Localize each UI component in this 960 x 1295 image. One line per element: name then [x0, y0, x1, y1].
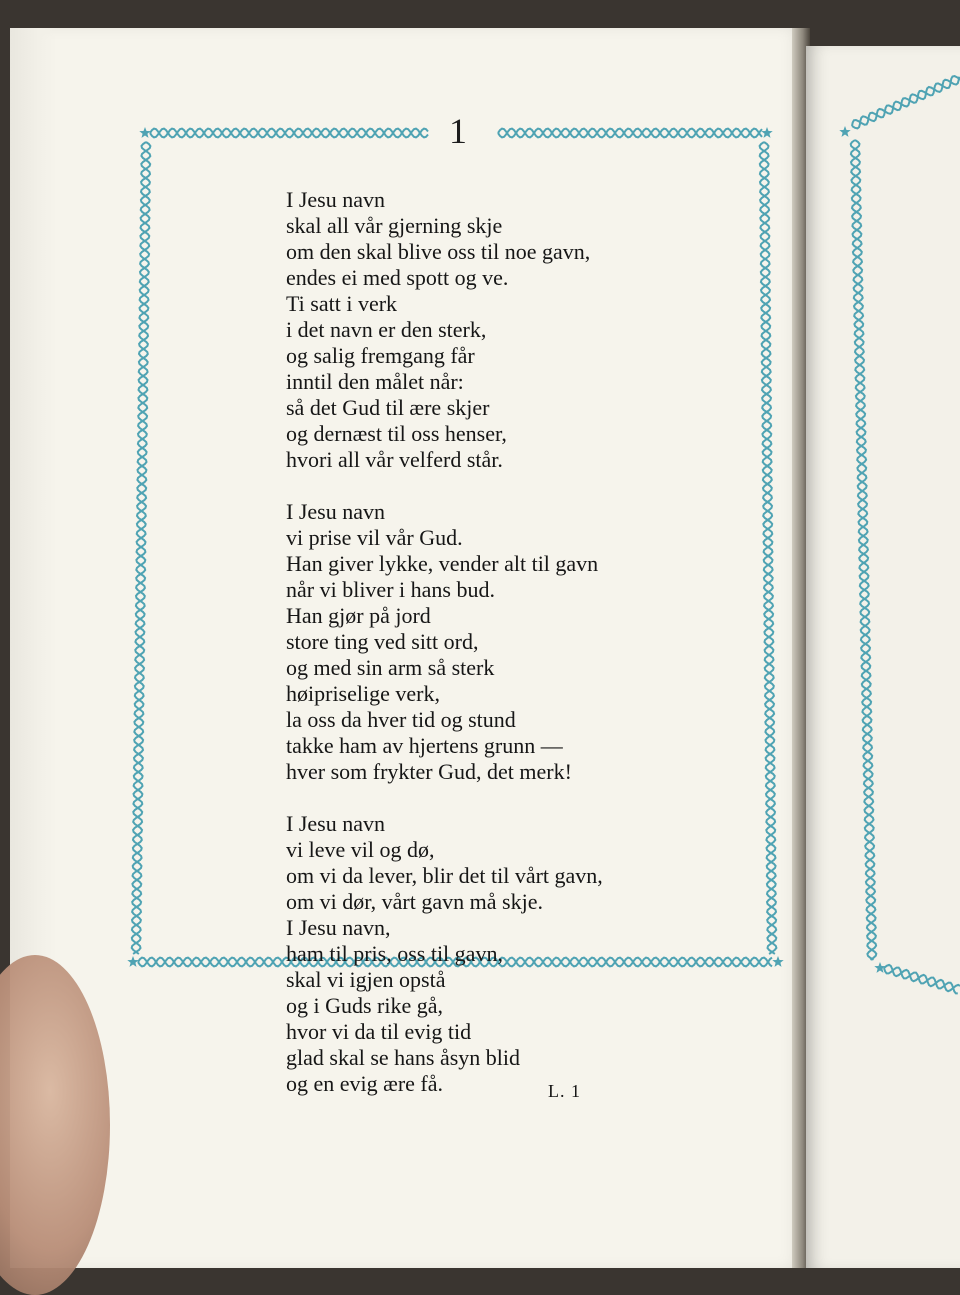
poem-line: om vi da lever, blir det til vårt gavn, [286, 863, 603, 888]
poem-line: Han giver lykke, vender alt til gavn [286, 551, 599, 576]
stanza-2 [286, 499, 686, 785]
poem-line: om vi dør, vårt gavn må skje. [286, 889, 543, 914]
poem-line: og dernæst til oss henser, [286, 421, 507, 446]
melody-reference: L. 1 [548, 1081, 581, 1101]
poem-line: vi prise vil vår Gud. [286, 525, 463, 550]
star-icon [139, 127, 150, 138]
poem-line: vi leve vil og dø, [286, 837, 435, 862]
poem-line: inntil den målet når: [286, 369, 464, 394]
poem-line: hvor vi da til evig tid [286, 1019, 472, 1044]
rope-ornament [851, 140, 876, 960]
poem-line: når vi bliver i hans bud. [286, 577, 495, 602]
poem-line: glad skal se hans åsyn blid [286, 1045, 521, 1070]
poem-line: i det navn er den sterk, [286, 317, 487, 342]
poem-text [286, 187, 686, 1123]
poem-line: takke ham av hjertens grunn — [286, 733, 563, 758]
poem-line: hvori all vår velferd står. [286, 447, 503, 472]
poem-line: om den skal blive oss til noe gavn, [286, 239, 591, 264]
right-page-border [839, 76, 960, 993]
poem-line: Ti satt i verk [286, 291, 398, 316]
poem-line: så det Gud til ære skjer [286, 395, 490, 420]
star-icon [874, 962, 885, 973]
poem-line: skal all vår gjerning skje [286, 213, 503, 238]
poem-line: I Jesu navn [286, 499, 385, 524]
poem-line: og i Guds rike gå, [286, 993, 444, 1018]
poem-line: ham til pris, oss til gavn, [286, 941, 503, 966]
star-icon [761, 127, 772, 138]
star-icon [127, 956, 138, 967]
poem-line: endes ei med spott og ve. [286, 265, 509, 290]
poem-line: store ting ved sitt ord, [286, 629, 479, 654]
poem-line: høipriselige verk, [286, 681, 440, 706]
poem-line: og en evig ære få. [286, 1071, 443, 1096]
stanza-1 [286, 187, 686, 473]
stanza-3 [286, 811, 686, 1097]
poem-line: og med sin arm så sterk [286, 655, 495, 680]
poem-line: og salig fremgang får [286, 343, 475, 368]
page-number: 1 [449, 111, 467, 151]
star-icon [839, 126, 850, 137]
poem-line: la oss da hver tid og stund [286, 707, 516, 732]
poem-line: I Jesu navn, [286, 915, 391, 940]
poem-line: Han gjør på jord [286, 603, 431, 628]
poem-line: hver som frykter Gud, det merk! [286, 759, 572, 784]
poem-line: I Jesu navn [286, 811, 385, 836]
star-icon [772, 956, 783, 967]
poem-line: skal vi igjen opstå [286, 967, 446, 992]
poem-line: I Jesu navn [286, 187, 385, 212]
